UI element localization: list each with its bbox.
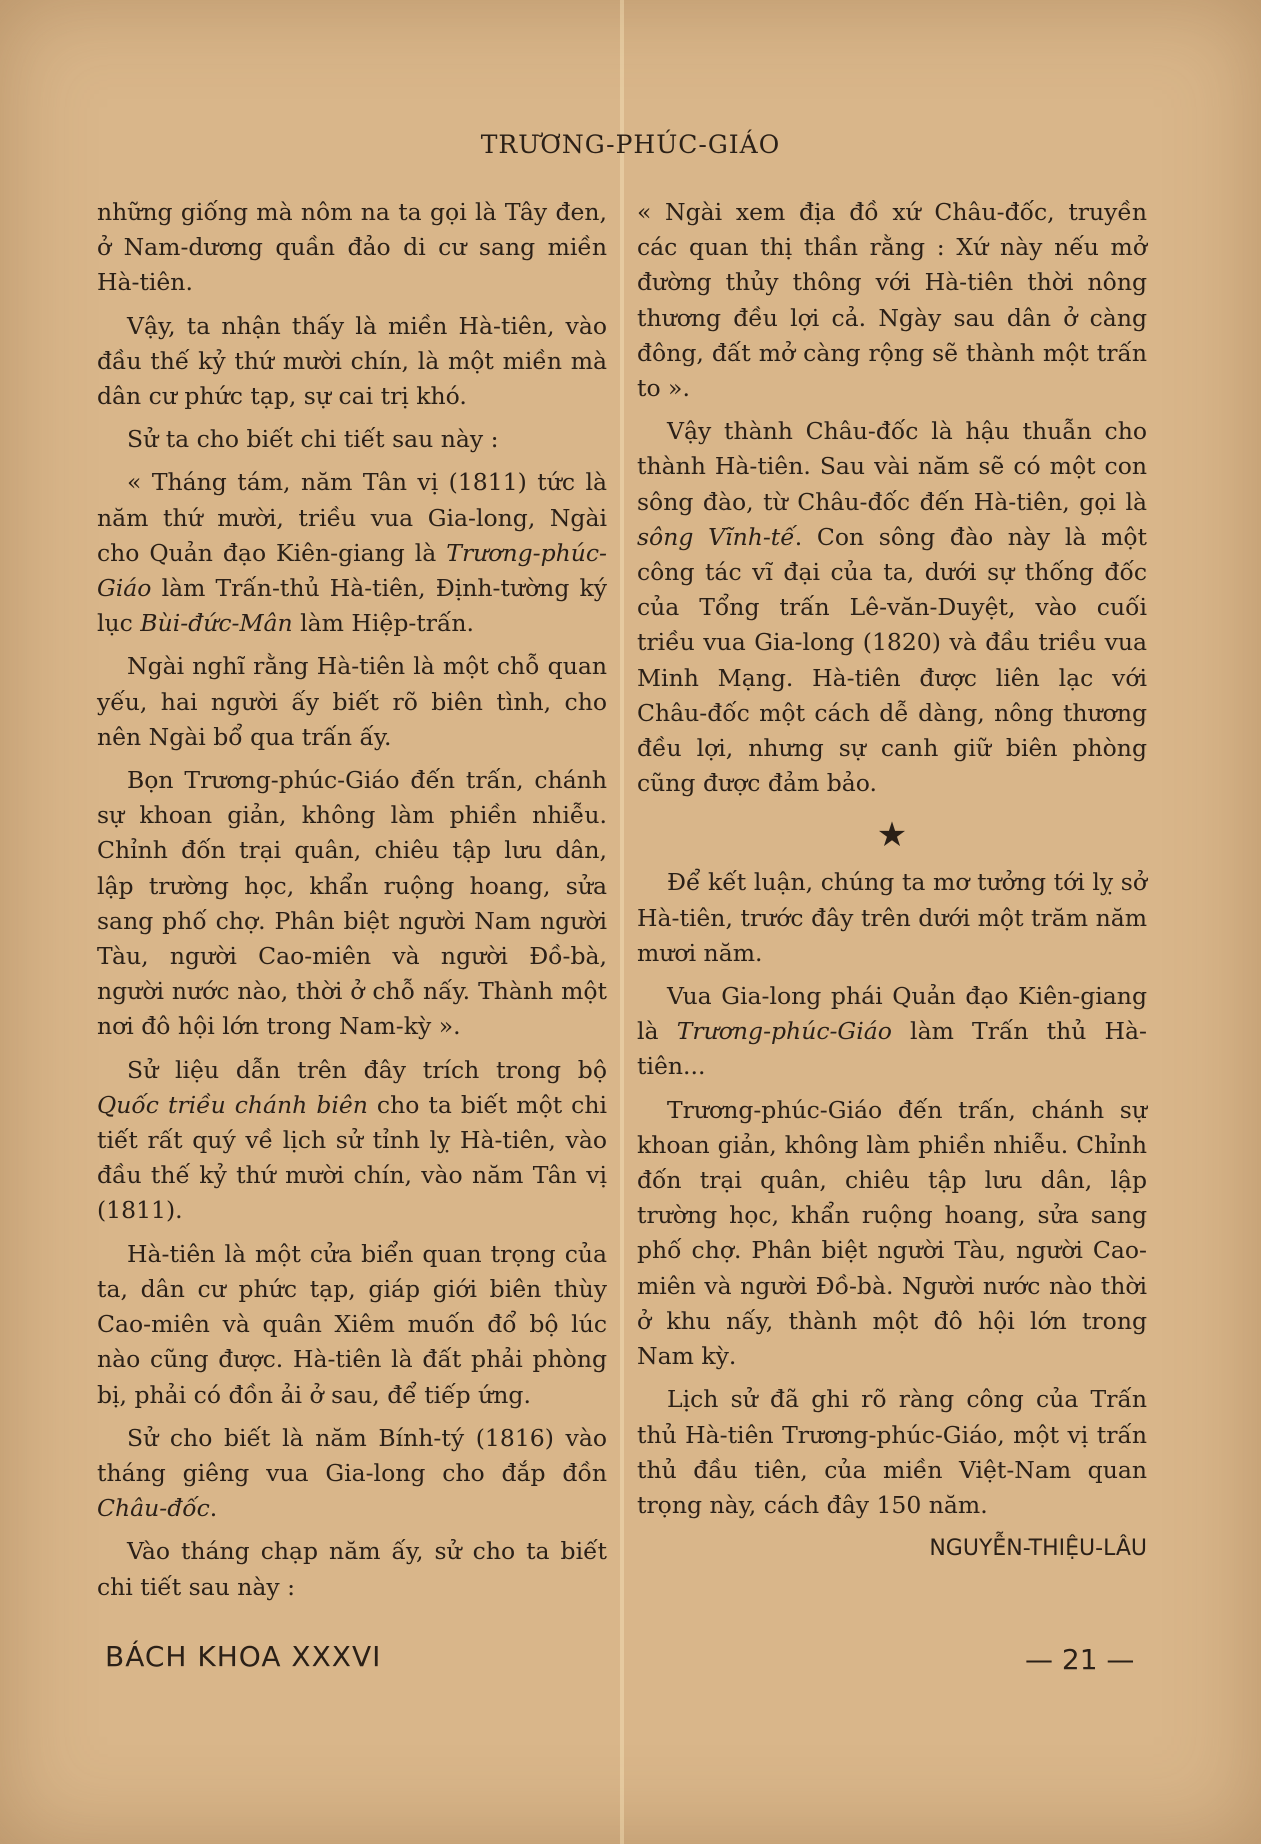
text-run: làm Trấn-thủ Hà-tiên, Định-tường ký lục xyxy=(97,574,607,638)
text-run: làm Hiệp-trấn. xyxy=(292,609,474,638)
paragraph xyxy=(637,979,1147,1085)
text-run: Vua Gia-long phái Quản đạo Kiên-giang là xyxy=(637,982,1147,1046)
paragraph: Vậy, ta nhận thấy là miền Hà-tiên, vào đầu thế kỷ thứ mười chín, là một miền mà dân cư phức tạp, sự cai trị khó. xyxy=(97,311,607,411)
text-run: « Tháng tám, năm Tân vị (1811) tức là năm thứ mười, triều vua Gia-long, Ngài cho Quản đạo Kiên-giang là xyxy=(97,468,607,567)
paragraph xyxy=(97,1053,607,1229)
text-run: . xyxy=(209,1494,218,1523)
paragraph: Vào tháng chạp năm ấy, sử cho ta biết chi tiết sau này : xyxy=(97,1537,607,1601)
paragraph: Bọn Trương-phúc-Giáo đến trấn, chánh sự khoan giản, không làm phiền nhiễu. Chỉnh đốn trại quân, chiêu tập lưu dân, lập trường học, khẩn ruộng hoang, sửa sang phố chợ. Phân biệt người Nam người Tàu, người Cao-miên và người Đồ-bà, người nước nào, thời ở chỗ nấy. Thành một nơi đô hội lớn trong Nam-kỳ ». xyxy=(97,766,607,1041)
author-signature: NGUYỄN-THIỆU-LÂU xyxy=(929,1536,1147,1562)
text-run: Sử liệu dẫn trên đây trích trong bộ xyxy=(127,1055,607,1084)
paragraph: « Ngài xem địa đồ xứ Châu-đốc, truyền các quan thị thần rằng : Xứ này nếu mở đường thủy thông với Hà-tiên thời nông thương đều lợi cả. Ngày sau dân ở càng đông, đất mở càng rộng sẽ thành một trấn to ». xyxy=(637,198,1147,403)
paragraph xyxy=(97,1421,607,1527)
paragraph: Lịch sử đã ghi rõ ràng công của Trấn thủ Hà-tiên Trương-phúc-Giáo, một vị trấn thủ đầu tiên, của miền Việt-Nam quan trọng này, cách đây 150 năm. xyxy=(637,1385,1147,1519)
italic-name: Trương-phúc-Giáo xyxy=(676,1017,892,1046)
text-run: Sử cho biết là năm Bính-tý (1816) vào tháng giêng vua Gia-long cho đắp đồn xyxy=(97,1423,607,1487)
italic-name: Trương-phúc-Giáo xyxy=(97,538,607,603)
paragraph: những giống mà nôm na ta gọi là Tây đen, ở Nam-dương quần đảo di cư sang miền Hà-tiên. xyxy=(97,198,607,297)
text-run: . Con sông đào này là một công tác vĩ đại của ta, dưới sự thống đốc của Tổng trấn Lê-văn-Duyệt, vào cuối triều vua Gia-long (1820) và đầu triều vua Minh Mạng. Hà-tiên được liên lạc với Châu-đốc một cách dễ dàng, nông thương đều lợi, nhưng sự canh giữ biên phòng cũng được đảm bảo. xyxy=(637,522,1147,798)
italic-river: sông Vĩnh-tế xyxy=(637,522,795,551)
publication-name: BÁCH KHOA XXXVI xyxy=(105,1640,382,1673)
page-number: — 21 — xyxy=(1025,1643,1135,1676)
text-run: làm Trấn thủ Hà-tiên... xyxy=(637,1017,1147,1081)
page-fold xyxy=(620,0,624,1844)
italic-book-title: Quốc triều chánh biên xyxy=(97,1090,368,1119)
star-icon: ★ xyxy=(876,815,908,856)
paragraph: Ngài nghĩ rằng Hà-tiên là một chỗ quan yếu, hai người ấy biết rõ biên tình, cho nên Ngài bổ qua trấn ấy. xyxy=(97,652,607,751)
paragraph xyxy=(637,414,1147,801)
italic-place: Châu-đốc xyxy=(97,1494,210,1523)
left-column xyxy=(97,195,607,1613)
paragraph: Hà-tiên là một cửa biển quan trọng của ta, dân cư phức tạp, giáp giới biên thùy Cao-miên và quân Xiêm muốn đổ bộ lúc nào cũng được. Hà-tiên là đất phải phòng bị, phải có đồn ải ở sau, để tiếp ứng. xyxy=(97,1239,607,1409)
running-head: TRƯƠNG-PHÚC-GIÁO xyxy=(480,130,781,159)
paragraph: Sử ta cho biết chi tiết sau này : xyxy=(127,425,499,454)
right-column xyxy=(637,195,1147,1566)
paragraph: Trương-phúc-Giáo đến trấn, chánh sự khoan giản, không làm phiền nhiễu. Chỉnh đốn trại quân, chiêu tập lưu dân, lập trường học, khẩn ruộng hoang, sửa sang phố chợ. Phân biệt người Tàu, người Cao-miên và người Đồ-bà. Người nước nào thời ở khu nấy, thành một đô hội lớn trong Nam kỳ. xyxy=(637,1095,1147,1371)
text-run: Vậy thành Châu-đốc là hậu thuẫn cho thành Hà-tiên. Sau vài năm sẽ có một con sông đào, từ Châu-đốc đến Hà-tiên, gọi là xyxy=(637,417,1147,516)
paragraph xyxy=(97,465,607,641)
italic-name: Bùi-đức-Mân xyxy=(140,609,293,638)
paragraph: Để kết luận, chúng ta mơ tưởng tới lỵ sở Hà-tiên, trước đây trên dưới một trăm năm mươi năm. xyxy=(637,868,1147,967)
text-run: cho ta biết một chi tiết rất quý về lịch sử tỉnh lỵ Hà-tiên, vào đầu thế kỷ thứ mười chín, vào năm Tân vị (1811). xyxy=(97,1090,607,1225)
